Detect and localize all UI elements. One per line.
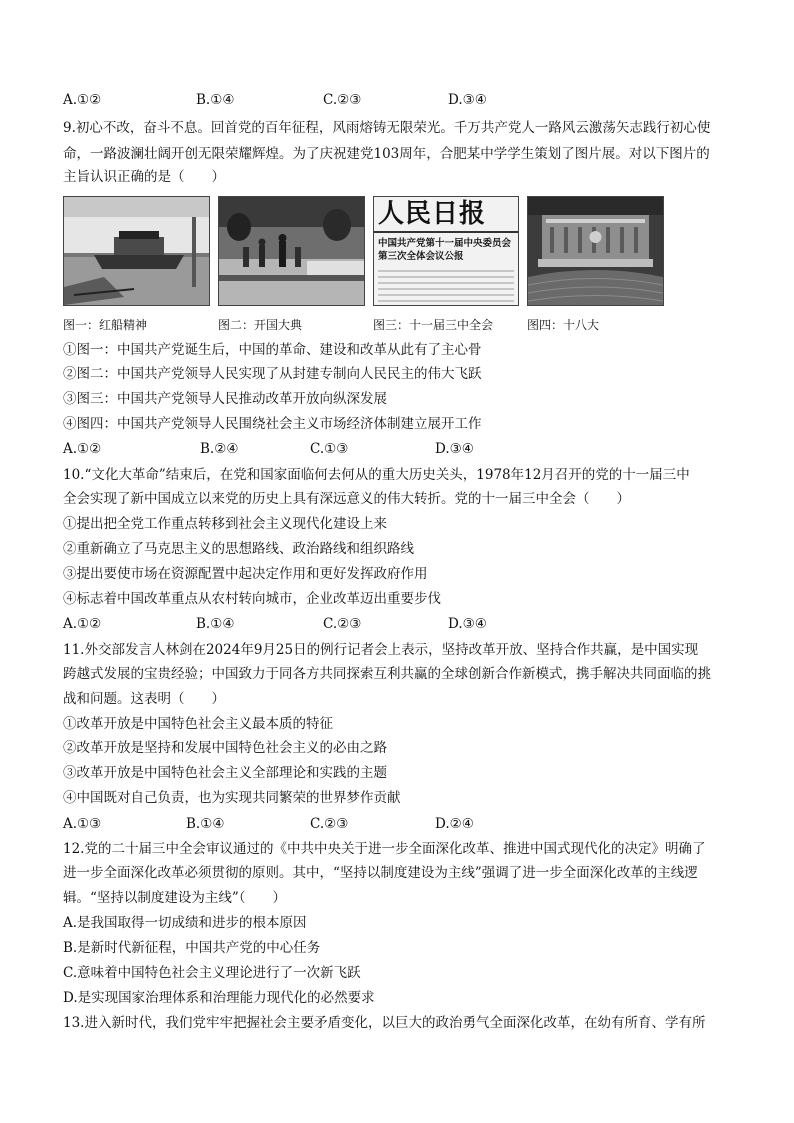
q11-stem-line-2: 跨越式发展的宝贵经验；中国致力于同各方共同探索互利共赢的全球创新合作新模式，携手解决共同面临的挑 bbox=[63, 666, 711, 682]
q12-choice-b: B.是新时代新征程，中国共产党的中心任务 bbox=[63, 940, 321, 956]
q11-stem-line-3: 战和问题。这表明（ ） bbox=[63, 691, 225, 707]
option-b: B.①④ bbox=[196, 616, 235, 632]
photo-founding-ceremony bbox=[218, 196, 365, 306]
q9-statement-3: ③图三：中国共产党领导人民推动改革开放向纵深发展 bbox=[63, 391, 387, 407]
q11-stem-line-1: 11.外交部发言人林剑在2024年9月25日的例行记者会上表示，坚持改革开放、坚持合作共赢，是中国实现 bbox=[63, 642, 699, 658]
newspaper-headline-2: 第三次全体会议公报 bbox=[378, 251, 464, 262]
q12-choice-d: D.是实现国家治理体系和治理能力现代化的必然要求 bbox=[63, 990, 375, 1006]
q12-stem-line-1: 12.党的二十届三中全会审议通过的《中共中央关于进一步全面深化改革、推进中国式现代化的决定》明确了 bbox=[63, 841, 706, 857]
q13-stem-line-1: 13.进入新时代，我们党牢牢把握社会主要矛盾变化，以巨大的政治勇气全面深化改革，在幼有所育、学有所 bbox=[63, 1015, 706, 1031]
option-c: C.②③ bbox=[323, 92, 362, 108]
photo-newspaper bbox=[373, 196, 519, 306]
option-b: B.②④ bbox=[200, 441, 239, 457]
q11-statement-1: ①改革开放是中国特色社会主义最本质的特征 bbox=[63, 716, 333, 732]
photo-congress-hall bbox=[527, 196, 664, 306]
q12-stem-line-3: 辑。“坚持以制度建设为主线”（ ） bbox=[63, 890, 287, 906]
q10-stem-line-2: 全会实现了新中国成立以来党的历史上具有深远意义的伟大转折。党的十一届三中全会（ ） bbox=[63, 491, 630, 507]
q10-statement-4: ④标志着中国改革重点从农村转向城市，企业改革迈出重要步伐 bbox=[63, 591, 441, 607]
option-a: A.①② bbox=[63, 441, 102, 457]
option-c: C.②③ bbox=[323, 616, 362, 632]
option-a: A.①② bbox=[63, 92, 102, 108]
q9-statement-4: ④图四：中国共产党领导人民围绕社会主义市场经济体制建立展开工作 bbox=[63, 416, 482, 432]
q11-statement-4: ④中国既对自己负责，也为实现共同繁荣的世界梦作贡献 bbox=[63, 790, 401, 806]
option-b: B.①④ bbox=[196, 92, 235, 108]
q10-statement-1: ①提出把全党工作重点转移到社会主义现代化建设上来 bbox=[63, 516, 387, 532]
q9-statement-1: ①图一：中国共产党诞生后，中国的革命、建设和改革从此有了主心骨 bbox=[63, 342, 482, 358]
option-a: A.①② bbox=[63, 616, 102, 632]
q12-stem-line-2: 进一步全面深化改革必须贯彻的原则。其中，“坚持以制度建设为主线”强调了进一步全面深化改革的主线逻 bbox=[63, 865, 698, 881]
newspaper-rule bbox=[374, 231, 518, 233]
newspaper-headline-1: 中国共产党第十一届中央委员会 bbox=[378, 238, 512, 249]
option-d: D.③④ bbox=[435, 441, 474, 457]
caption-figure-4: 图四：十八大 bbox=[527, 318, 600, 332]
q11-statement-2: ②改革开放是坚持和发展中国特色社会主义的必由之路 bbox=[63, 740, 387, 756]
q12-choice-a: A.是我国取得一切成绩和进步的根本原因 bbox=[63, 915, 307, 931]
option-d: D.②④ bbox=[435, 816, 474, 832]
q10-statement-2: ②重新确立了马克思主义的思想路线、政治路线和组织路线 bbox=[63, 541, 414, 557]
caption-figure-1: 图一：红船精神 bbox=[63, 318, 148, 332]
newspaper-masthead: 人民日报 bbox=[378, 199, 487, 229]
q9-stem-line-3: 主旨认识正确的是（ ） bbox=[63, 169, 225, 185]
q10-statement-3: ③提出要使市场在资源配置中起决定作用和更好发挥政府作用 bbox=[63, 566, 428, 582]
option-d: D.③④ bbox=[448, 616, 487, 632]
option-d: D.③④ bbox=[448, 92, 487, 108]
option-b: B.①④ bbox=[186, 816, 225, 832]
option-c: C.①③ bbox=[310, 441, 349, 457]
q9-statement-2: ②图二：中国共产党领导人民实现了从封建专制向人民民主的伟大飞跃 bbox=[63, 366, 482, 382]
caption-figure-2: 图二：开国大典 bbox=[218, 318, 303, 332]
option-c: C.②③ bbox=[310, 816, 349, 832]
q9-stem-line-2: 命，一路波澜壮阔开创无限荣耀辉煌。为了庆祝建党103周年，合肥某中学学生策划了图片展。对以下图片的 bbox=[63, 146, 710, 162]
q11-statement-3: ③改革开放是中国特色社会主义全部理论和实践的主题 bbox=[63, 765, 387, 781]
option-a: A.①③ bbox=[63, 816, 102, 832]
q12-choice-c: C.意味着中国特色社会主义理论进行了一次新飞跃 bbox=[63, 965, 361, 981]
q10-stem-line-1: 10.“文化大革命”结束后，在党和国家面临何去何从的重大历史关头，1978年12月召开的党的十一届三中 bbox=[63, 467, 690, 483]
photo-red-boat bbox=[63, 196, 210, 306]
caption-figure-3: 图三：十一届三中全会 bbox=[373, 318, 494, 332]
q9-stem-line-1: 9.初心不改，奋斗不息。回首党的百年征程，风雨熔铸无限荣光。千万共产党人一路风云激荡矢志践行初心使 bbox=[63, 120, 711, 136]
